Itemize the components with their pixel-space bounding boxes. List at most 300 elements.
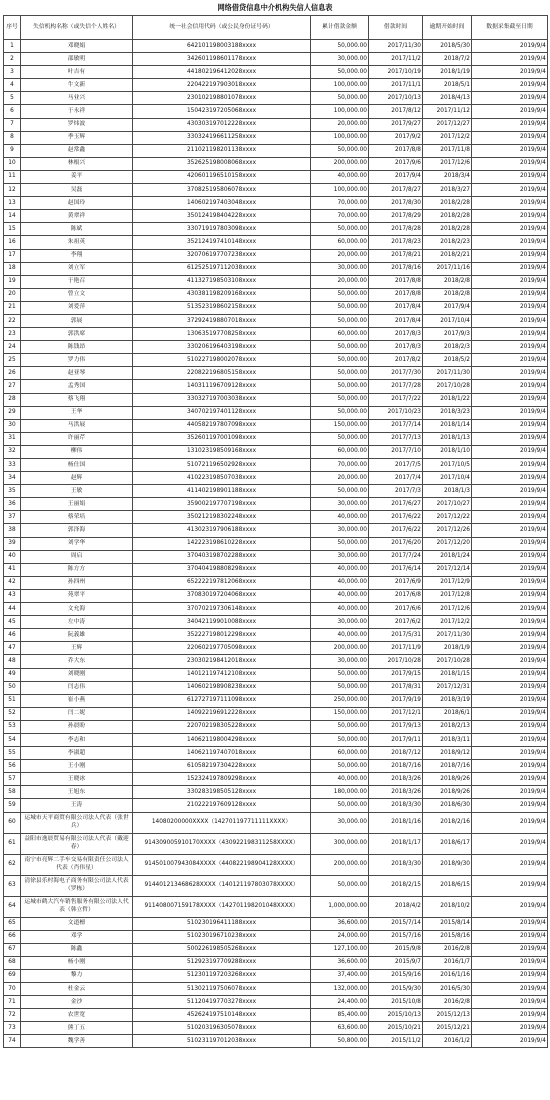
table-row [4, 157, 548, 170]
cell-credit-code: 411402198901188xxxx [133, 485, 311, 498]
table-row [4, 223, 548, 236]
cell-name: 王丽娟 [21, 498, 133, 511]
cell-name: 李翔 [21, 249, 133, 262]
cell-cutoff-date: 2019/9/4 [472, 616, 548, 629]
cell-overdue-date: 2017/12/26 [423, 524, 472, 537]
cell-amount: 100,000.00 [311, 131, 369, 144]
cell-index: 44 [4, 603, 21, 616]
cell-amount: 50,000.00 [311, 367, 369, 380]
cell-credit-code: 352601197001098xxxx [133, 432, 311, 445]
cell-borrow-date: 2017/9/11 [369, 733, 423, 746]
cell-credit-code: 510227198002078xxxx [133, 354, 311, 367]
cell-index: 58 [4, 786, 21, 799]
table-row [4, 341, 548, 354]
cell-cutoff-date: 2019/9/4 [472, 157, 548, 170]
cell-overdue-date: 2017/11/30 [423, 629, 472, 642]
cell-borrow-date: 2017/6/14 [369, 563, 423, 576]
cell-overdue-date: 2018/7/2 [423, 53, 472, 66]
table-row [4, 760, 548, 773]
cell-overdue-date: 2015/12/21 [423, 1022, 472, 1035]
cell-credit-code: 914309005910170XXXX（430922198311258XXXX） [133, 833, 311, 854]
cell-amount: 100,000.00 [311, 79, 369, 92]
cell-overdue-date: 2018/1/3 [423, 485, 472, 498]
cell-overdue-date: 2017/9/3 [423, 328, 472, 341]
cell-index: 35 [4, 485, 21, 498]
cell-overdue-date: 2018/1/19 [423, 66, 472, 79]
cell-cutoff-date: 2019/9/4 [472, 875, 548, 896]
cell-name: 杜金云 [21, 983, 133, 996]
cell-credit-code: 330283198505128xxxx [133, 786, 311, 799]
cell-cutoff-date: 2019/9/4 [472, 197, 548, 210]
cell-borrow-date: 2017/11/9 [369, 642, 423, 655]
cell-credit-code: 440582197807098xxxx [133, 419, 311, 432]
table-row [4, 720, 548, 733]
table-row [4, 747, 548, 760]
cell-index: 5 [4, 92, 21, 105]
cell-amount: 30,000.00 [311, 812, 369, 833]
cell-name: 乔大东 [21, 655, 133, 668]
cell-name: 郭展 [21, 314, 133, 327]
cell-overdue-date: 2017/11/12 [423, 105, 472, 118]
cell-amount: 20,000.00 [311, 275, 369, 288]
cell-overdue-date: 2018/1/15 [423, 668, 472, 681]
table-row [4, 707, 548, 720]
cell-cutoff-date: 2019/9/4 [472, 812, 548, 833]
cell-overdue-date: 2017/9/4 [423, 301, 472, 314]
cell-overdue-date: 2015/8/14 [423, 917, 472, 930]
cell-index: 38 [4, 524, 21, 537]
cell-credit-code: 914401213468628XXXX（140121197803078XXXX） [133, 875, 311, 896]
cell-credit-code: 500226198505268xxxx [133, 943, 311, 956]
table-row [4, 66, 548, 79]
cell-name: 金沙 [21, 996, 133, 1009]
cell-amount: 24,400.00 [311, 996, 369, 1009]
cell-credit-code: 150423197205068xxxx [133, 105, 311, 118]
cell-index: 57 [4, 773, 21, 786]
cell-credit-code: 140602198908238xxxx [133, 681, 311, 694]
cell-index: 74 [4, 1035, 21, 1048]
cell-index: 19 [4, 275, 21, 288]
cell-overdue-date: 2017/10/4 [423, 472, 472, 485]
cell-borrow-date: 2015/7/14 [369, 917, 423, 930]
cell-index: 37 [4, 511, 21, 524]
cell-cutoff-date: 2019/9/4 [472, 1009, 548, 1022]
cell-overdue-date: 2018/6/15 [423, 875, 472, 896]
table-row [4, 485, 548, 498]
cell-index: 43 [4, 589, 21, 602]
cell-cutoff-date: 2019/9/4 [472, 236, 548, 249]
table-row [4, 983, 548, 996]
cell-index: 46 [4, 629, 21, 642]
cell-name: 姜平 [21, 170, 133, 183]
cell-amount: 70,000.00 [311, 197, 369, 210]
cell-cutoff-date: 2019/9/4 [472, 773, 548, 786]
table-row [4, 288, 548, 301]
cell-name: 王涛 [21, 799, 133, 812]
cell-credit-code: 330324196611258xxxx [133, 131, 311, 144]
table-row [4, 131, 548, 144]
cell-cutoff-date: 2019/9/4 [472, 459, 548, 472]
cell-borrow-date: 2017/8/21 [369, 249, 423, 262]
cell-cutoff-date: 2019/9/4 [472, 854, 548, 875]
cell-overdue-date: 2018/3/23 [423, 406, 472, 419]
table-row [4, 367, 548, 380]
cell-amount: 40,000.00 [311, 563, 369, 576]
table-row [4, 629, 548, 642]
cell-amount: 200,000.00 [311, 854, 369, 875]
cell-credit-code: 370702197306148xxxx [133, 603, 311, 616]
cell-cutoff-date: 2019/9/4 [472, 681, 548, 694]
header-row [4, 16, 548, 40]
cell-name: 许丽芹 [21, 432, 133, 445]
cell-borrow-date: 2018/1/16 [369, 812, 423, 833]
cell-credit-code: 330206196403198xxxx [133, 341, 311, 354]
cell-overdue-date: 2018/4/13 [423, 92, 472, 105]
cell-name: 农世宽 [21, 1009, 133, 1022]
cell-amount: 132,000.00 [311, 983, 369, 996]
cell-cutoff-date: 2019/9/4 [472, 328, 548, 341]
cell-cutoff-date: 2019/9/4 [472, 210, 548, 223]
cell-cutoff-date: 2019/9/4 [472, 79, 548, 92]
cell-amount: 30,000.00 [311, 655, 369, 668]
cell-overdue-date: 2018/2/16 [423, 812, 472, 833]
cell-overdue-date: 2018/5/1 [423, 79, 472, 92]
cell-amount: 50,000.00 [311, 314, 369, 327]
cell-borrow-date: 2017/8/4 [369, 314, 423, 327]
cell-name: 赵辉 [21, 472, 133, 485]
cell-cutoff-date: 2019/9/4 [472, 589, 548, 602]
cell-credit-code: 411327198503108xxxx [133, 275, 311, 288]
cell-credit-code: 370825195806078xxxx [133, 184, 311, 197]
cell-overdue-date: 2017/12/14 [423, 563, 472, 576]
cell-index: 53 [4, 720, 21, 733]
cell-borrow-date: 2018/3/26 [369, 786, 423, 799]
cell-credit-code: 14080200000XXXX（142701197711111XXXX） [133, 812, 311, 833]
cell-overdue-date: 2016/5/30 [423, 983, 472, 996]
table-row [4, 419, 548, 432]
cell-index: 20 [4, 288, 21, 301]
cell-name: 赵国玲 [21, 197, 133, 210]
cell-credit-code: 420601196510158xxxx [133, 170, 311, 183]
cell-borrow-date: 2017/8/12 [369, 105, 423, 118]
cell-borrow-date: 2015/10/21 [369, 1022, 423, 1035]
cell-borrow-date: 2017/8/8 [369, 288, 423, 301]
cell-cutoff-date: 2019/9/4 [472, 184, 548, 197]
table-row [4, 563, 548, 576]
cell-credit-code: 642101198003188xxxx [133, 40, 311, 53]
cell-credit-code: 510230196411188xxxx [133, 917, 311, 930]
cell-index: 70 [4, 983, 21, 996]
cell-amount: 50,000.00 [311, 354, 369, 367]
cell-credit-code: 352227198012298xxxx [133, 629, 311, 642]
table-row [4, 210, 548, 223]
table-row [4, 773, 548, 786]
cell-credit-code: 510721196502928xxxx [133, 459, 311, 472]
cell-cutoff-date: 2019/9/4 [472, 249, 548, 262]
cell-amount: 50,000.00 [311, 40, 369, 53]
cell-overdue-date: 2018/6/30 [423, 799, 472, 812]
cell-amount: 40,000.00 [311, 576, 369, 589]
cell-overdue-date: 2018/2/8 [423, 275, 472, 288]
cell-credit-code: 140311196709128xxxx [133, 380, 311, 393]
cell-credit-code: 510231197012038xxxx [133, 1035, 311, 1048]
cell-amount: 40,000.00 [311, 629, 369, 642]
table-row [4, 1009, 548, 1022]
cell-borrow-date: 2017/8/2 [369, 354, 423, 367]
cell-overdue-date: 2017/12/2 [423, 131, 472, 144]
cell-overdue-date: 2017/11/8 [423, 144, 472, 157]
cell-borrow-date: 2017/10/13 [369, 92, 423, 105]
cell-borrow-date: 2017/6/2 [369, 616, 423, 629]
cell-name: 叶吉有 [21, 66, 133, 79]
cell-borrow-date: 2017/7/10 [369, 445, 423, 458]
cell-index: 6 [4, 105, 21, 118]
cell-cutoff-date: 2019/9/4 [472, 393, 548, 406]
cell-borrow-date: 2017/9/6 [369, 157, 423, 170]
cell-amount: 70,000.00 [311, 459, 369, 472]
cell-credit-code: 350124198404228xxxx [133, 210, 311, 223]
cell-cutoff-date: 2019/9/4 [472, 943, 548, 956]
cell-name: 邓晓娟 [21, 40, 133, 53]
cell-name: 魏学善 [21, 1035, 133, 1048]
cell-overdue-date: 2018/10/2 [423, 896, 472, 917]
cell-amount: 50,000.00 [311, 668, 369, 681]
cell-cutoff-date: 2019/9/4 [472, 1022, 548, 1035]
cell-name: 王晓冰 [21, 773, 133, 786]
cell-amount: 50,000.00 [311, 223, 369, 236]
cell-name: 邓学 [21, 930, 133, 943]
cell-index: 13 [4, 197, 21, 210]
cell-index: 65 [4, 917, 21, 930]
cell-cutoff-date: 2019/9/4 [472, 144, 548, 157]
cell-amount: 36,600.00 [311, 917, 369, 930]
cell-amount: 50,000.00 [311, 406, 369, 419]
cell-overdue-date: 2017/11/16 [423, 262, 472, 275]
cell-overdue-date: 2017/12/31 [423, 681, 472, 694]
cell-amount: 100,000.00 [311, 184, 369, 197]
cell-overdue-date: 2018/7/16 [423, 760, 472, 773]
cell-overdue-date: 2017/10/27 [423, 498, 472, 511]
cell-name: 刘晓刚 [21, 668, 133, 681]
cell-credit-code: 140621198004298xxxx [133, 733, 311, 746]
cell-amount: 50,000.00 [311, 66, 369, 79]
cell-credit-code: 320706197707238xxxx [133, 249, 311, 262]
cell-amount: 50,000.00 [311, 92, 369, 105]
cell-cutoff-date: 2019/9/4 [472, 720, 548, 733]
cell-name: 黄翠祥 [21, 210, 133, 223]
cell-index: 12 [4, 184, 21, 197]
cell-credit-code: 140121197412108xxxx [133, 668, 311, 681]
cell-amount: 30,000.00 [311, 498, 369, 511]
cell-amount: 30,000.00 [311, 53, 369, 66]
header-overdue-date: 逾期开始时间 [423, 16, 472, 40]
cell-amount: 30,000.00 [311, 524, 369, 537]
cell-index: 72 [4, 1009, 21, 1022]
table-row [4, 969, 548, 982]
cell-name: 刘学华 [21, 537, 133, 550]
cell-index: 11 [4, 170, 21, 183]
cell-amount: 1,000,000.00 [311, 896, 369, 917]
cell-cutoff-date: 2019/9/4 [472, 485, 548, 498]
defaulters-table [3, 15, 548, 1048]
cell-index: 21 [4, 301, 21, 314]
cell-overdue-date: 2016/1/2 [423, 1035, 472, 1048]
cell-credit-code: 510230196710238xxxx [133, 930, 311, 943]
cell-overdue-date: 2018/1/22 [423, 393, 472, 406]
table-row [4, 328, 548, 341]
cell-credit-code: 612525197112038xxxx [133, 262, 311, 275]
cell-credit-code: 140621197407018xxxx [133, 747, 311, 760]
table-row [4, 40, 548, 53]
cell-credit-code: 511204197703278xxxx [133, 996, 311, 1009]
cell-cutoff-date: 2019/9/4 [472, 524, 548, 537]
cell-name: 左中涛 [21, 616, 133, 629]
cell-amount: 250,000.00 [311, 694, 369, 707]
cell-index: 71 [4, 996, 21, 1009]
cell-index: 52 [4, 707, 21, 720]
cell-name: 王华 [21, 406, 133, 419]
cell-overdue-date: 2018/3/11 [423, 733, 472, 746]
table-row [4, 996, 548, 1009]
cell-index: 51 [4, 694, 21, 707]
cell-name: 陈鑫 [21, 943, 133, 956]
table-row [4, 275, 548, 288]
cell-index: 32 [4, 445, 21, 458]
cell-cutoff-date: 2019/9/4 [472, 747, 548, 760]
cell-overdue-date: 2018/9/26 [423, 773, 472, 786]
table-row [4, 896, 548, 917]
cell-name: 邵敏明 [21, 53, 133, 66]
cell-overdue-date: 2018/2/13 [423, 720, 472, 733]
cell-cutoff-date: 2019/9/4 [472, 996, 548, 1009]
cell-borrow-date: 2017/8/30 [369, 197, 423, 210]
cell-index: 61 [4, 833, 21, 854]
cell-borrow-date: 2015/9/7 [369, 956, 423, 969]
cell-amount: 50,000.00 [311, 760, 369, 773]
cell-cutoff-date: 2019/9/4 [472, 341, 548, 354]
cell-overdue-date: 2018/1/13 [423, 432, 472, 445]
cell-borrow-date: 2017/7/14 [369, 419, 423, 432]
cell-cutoff-date: 2019/9/4 [472, 445, 548, 458]
cell-name: 运城市鹤大汽车销售服务有限公司法人代表（韩立哲） [21, 896, 133, 917]
cell-cutoff-date: 2019/9/4 [472, 498, 548, 511]
cell-index: 24 [4, 341, 21, 354]
cell-amount: 100,000.00 [311, 105, 369, 118]
cell-cutoff-date: 2019/9/4 [472, 786, 548, 799]
cell-cutoff-date: 2019/9/4 [472, 432, 548, 445]
cell-name: 蔡飞翔 [21, 393, 133, 406]
cell-amount: 40,000.00 [311, 511, 369, 524]
table-row [4, 786, 548, 799]
table-row [4, 917, 548, 930]
cell-credit-code: 513523198602158xxxx [133, 301, 311, 314]
cell-credit-code: 142223198610228xxxx [133, 537, 311, 550]
cell-name: 罗力伟 [21, 354, 133, 367]
cell-cutoff-date: 2019/9/4 [472, 92, 548, 105]
table-row [4, 642, 548, 655]
cell-cutoff-date: 2019/9/4 [472, 131, 548, 144]
table-row [4, 589, 548, 602]
cell-credit-code: 370403198702288xxxx [133, 550, 311, 563]
cell-overdue-date: 2016/2/8 [423, 943, 472, 956]
cell-overdue-date: 2018/2/3 [423, 341, 472, 354]
cell-cutoff-date: 2019/9/4 [472, 301, 548, 314]
cell-borrow-date: 2017/10/28 [369, 655, 423, 668]
cell-name: 益阳市逸晨贸易有限公司法人代表（戴迎春） [21, 833, 133, 854]
cell-borrow-date: 2017/7/13 [369, 432, 423, 445]
cell-amount: 50,000.00 [311, 733, 369, 746]
cell-name: 赵亚琴 [21, 367, 133, 380]
cell-borrow-date: 2017/11/1 [369, 79, 423, 92]
table-row [4, 875, 548, 896]
cell-overdue-date: 2017/12/2 [423, 616, 472, 629]
cell-credit-code: 330719197803098xxxx [133, 223, 311, 236]
cell-name: 孟秀国 [21, 380, 133, 393]
cell-credit-code: 413023197906188xxxx [133, 524, 311, 537]
cell-name: 马业兴 [21, 92, 133, 105]
table-row [4, 655, 548, 668]
cell-borrow-date: 2017/7/5 [369, 459, 423, 472]
cell-cutoff-date: 2019/9/4 [472, 118, 548, 131]
cell-credit-code: 230302198412018xxxx [133, 655, 311, 668]
cell-index: 55 [4, 747, 21, 760]
cell-index: 54 [4, 733, 21, 746]
cell-credit-code: 220602197705098xxxx [133, 642, 311, 655]
cell-borrow-date: 2018/4/2 [369, 896, 423, 917]
cell-credit-code: 220702198305228xxxx [133, 720, 311, 733]
cell-index: 33 [4, 459, 21, 472]
cell-borrow-date: 2017/8/4 [369, 301, 423, 314]
table-row [4, 432, 548, 445]
cell-cutoff-date: 2019/9/4 [472, 105, 548, 118]
cell-amount: 20,000.00 [311, 249, 369, 262]
cell-index: 17 [4, 249, 21, 262]
cell-credit-code: 342601198601178xxxx [133, 53, 311, 66]
cell-borrow-date: 2017/8/31 [369, 681, 423, 694]
cell-cutoff-date: 2019/9/4 [472, 288, 548, 301]
cell-name: 刘立军 [21, 262, 133, 275]
cell-cutoff-date: 2019/9/4 [472, 262, 548, 275]
cell-borrow-date: 2015/11/2 [369, 1035, 423, 1048]
cell-borrow-date: 2017/6/22 [369, 524, 423, 537]
cell-borrow-date: 2017/10/19 [369, 66, 423, 79]
table-row [4, 53, 548, 66]
table-row [4, 511, 548, 524]
cell-index: 34 [4, 472, 21, 485]
cell-name: 郭泽海 [21, 524, 133, 537]
cell-overdue-date: 2018/3/19 [423, 694, 472, 707]
cell-amount: 200,000.00 [311, 157, 369, 170]
cell-borrow-date: 2017/9/2 [369, 131, 423, 144]
cell-credit-code: 230102198801078xxxx [133, 92, 311, 105]
cell-borrow-date: 2017/8/28 [369, 223, 423, 236]
cell-credit-code: 370830197204068xxxx [133, 589, 311, 602]
header-credit-code: 统一社会信用代码（或公民身份证号码） [133, 16, 311, 40]
cell-name: 陈钱昂 [21, 341, 133, 354]
cell-cutoff-date: 2019/9/4 [472, 275, 548, 288]
cell-overdue-date: 2018/2/28 [423, 223, 472, 236]
table-row [4, 799, 548, 812]
cell-amount: 85,400.00 [311, 1009, 369, 1022]
table-row [4, 92, 548, 105]
cell-amount: 30,000.00 [311, 616, 369, 629]
cell-index: 64 [4, 896, 21, 917]
cell-index: 59 [4, 799, 21, 812]
cell-amount: 40,000.00 [311, 589, 369, 602]
cell-borrow-date: 2017/12/1 [369, 707, 423, 720]
table-row [4, 1022, 548, 1035]
cell-borrow-date: 2017/8/16 [369, 262, 423, 275]
